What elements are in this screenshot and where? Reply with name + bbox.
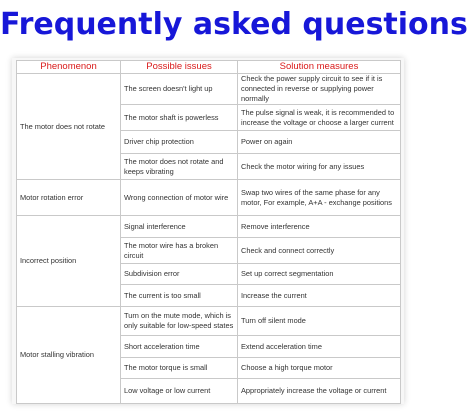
header-row: [17, 61, 401, 74]
solution-cell: Extend acceleration time: [238, 336, 401, 358]
issue-cell: The current is too small: [121, 285, 238, 307]
table-row: [17, 216, 401, 238]
phenomenon-cell: Motor stalling vibration: [17, 307, 121, 404]
solution-cell: Check the power supply circuit to see if it is connected in reverse or supplying power normally: [238, 74, 401, 105]
issue-cell: Short acceleration time: [121, 336, 238, 358]
issue-cell: Signal interference: [121, 216, 238, 238]
header-phenomenon: Phenomenon: [17, 61, 121, 74]
issue-cell: The screen doesn't light up: [121, 74, 238, 105]
header-solution-measures: Solution measures: [238, 61, 401, 74]
issue-cell: Subdivision error: [121, 264, 238, 285]
issue-cell: Wrong connection of motor wire: [121, 180, 238, 216]
page-title: Frequently asked questions: [0, 7, 468, 42]
table-row: [17, 180, 401, 216]
issue-cell: Low voltage or low current: [121, 379, 238, 404]
issue-cell: The motor wire has a broken circuit: [121, 238, 238, 264]
phenomenon-cell: Incorrect position: [17, 216, 121, 307]
solution-cell: Choose a high torque motor: [238, 358, 401, 379]
solution-cell: Turn off silent mode: [238, 307, 401, 336]
issue-cell: The motor torque is small: [121, 358, 238, 379]
faq-table: [16, 60, 401, 404]
phenomenon-cell: Motor rotation error: [17, 180, 121, 216]
issue-cell: The motor does not rotate and keeps vibrating: [121, 154, 238, 180]
solution-cell: Remove interference: [238, 216, 401, 238]
header-possible-issues: Possible issues: [121, 61, 238, 74]
solution-cell: Check and connect correctly: [238, 238, 401, 264]
issue-cell: Turn on the mute mode, which is only suitable for low-speed states: [121, 307, 238, 336]
issue-cell: Driver chip protection: [121, 131, 238, 154]
table-row: [17, 74, 401, 105]
solution-cell: Appropriately increase the voltage or current: [238, 379, 401, 404]
issue-cell: The motor shaft is powerless: [121, 105, 238, 131]
faq-table-frame: [12, 58, 404, 404]
solution-cell: Set up correct segmentation: [238, 264, 401, 285]
solution-cell: The pulse signal is weak, it is recommended to increase the voltage or choose a larger current: [238, 105, 401, 131]
table-row: [17, 307, 401, 336]
solution-cell: Power on again: [238, 131, 401, 154]
solution-cell: Increase the current: [238, 285, 401, 307]
solution-cell: Check the motor wiring for any issues: [238, 154, 401, 180]
solution-cell: Swap two wires of the same phase for any motor, For example, A+A - exchange positions: [238, 180, 401, 216]
phenomenon-cell: The motor does not rotate: [17, 74, 121, 180]
